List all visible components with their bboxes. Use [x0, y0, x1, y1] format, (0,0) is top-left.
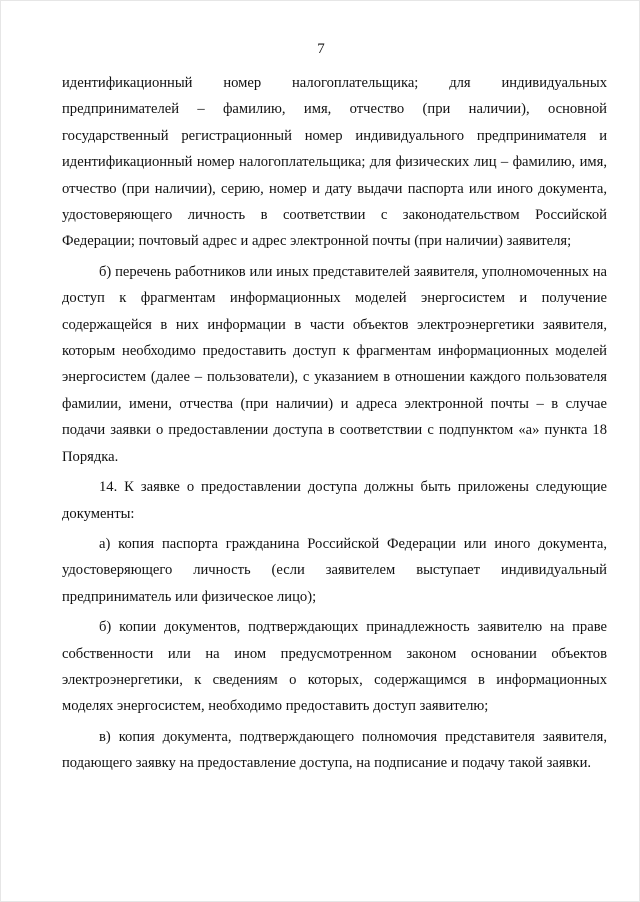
paragraph-item-v-authority-document: в) копия документа, подтверждающего полномочия представителя заявителя, подающего заявку на предоставление доступа, на подписание и подачу такой заявки. — [62, 728, 607, 772]
paragraph-item-b-ownership-documents: б) копии документов, подтверждающих принадлежность заявителю на праве собственности или на ином предусмотренном законом основании объектов электроэнергетики, к сведениям о которых, содержащимся в информационных моделях энергосистем, необходимо предоставить доступ заявителю; — [62, 619, 607, 715]
paragraph-section-14-intro: 14. К заявке о предоставлении доступа должны быть приложены следующие документы: — [62, 479, 607, 522]
page-number: 7 — [317, 41, 325, 57]
paragraph-item-a-passport-copy: а) копия паспорта гражданина Российской Федерации или иного документа, удостоверяющего личность (если заявителем выступает индивидуальный предприниматель или физическое лицо); — [62, 535, 607, 605]
paragraph-continuation: идентификационный номер налогоплательщика; для индивидуальных предпринимателей – фамилию, имя, отчество (при наличии), основной государственный регистрационный номер индивидуального предпринимателя и идентификационный номер налогоплательщика; для физических лиц – фамилию, имя, отчество (при наличии), серию, номер и дату выдачи паспорта или иного документа, удостоверяющего личность в соответствии с законодательством Российской Федерации; почтовый адрес и адрес электронной почты (при наличии) заявителя; — [62, 75, 607, 250]
paragraph-item-b-list-of-users: б) перечень работников или иных представителей заявителя, уполномоченных на доступ к фрагментам информационных моделей энергосистем и получение содержащейся в них информации в части объектов электроэнергетики заявителя, которым необходимо предоставить доступ к фрагментам информационных моделей энергосистем (далее – пользователи), с указанием в отношении каждого пользователя фамилии, имени, отчества (при наличии) и адреса электронной почты – в случае подачи заявки о предоставлении доступа в соответствии с подпунктом «а» пункта 18 Порядка. — [62, 263, 607, 465]
document-body — [62, 70, 607, 777]
